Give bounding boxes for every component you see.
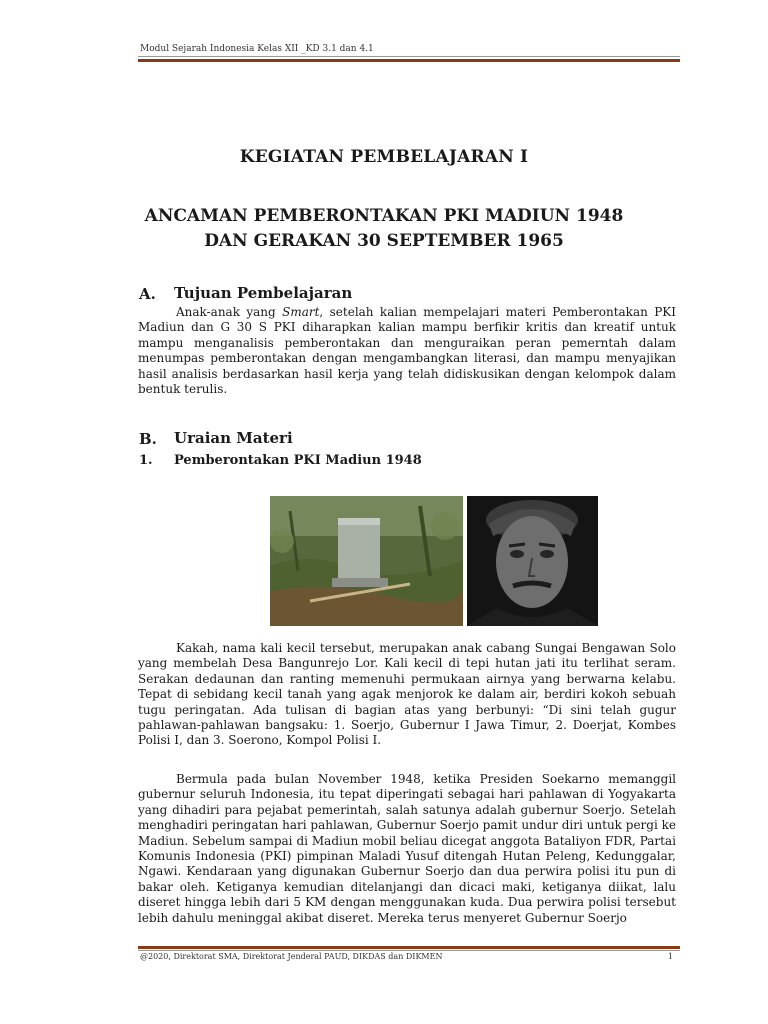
footer-text: @2020, Direktorat SMA, Direktorat Jenderal PAUD, DIKDAS dan DIKMEN — [140, 952, 443, 961]
paragraph-november-text: Bermula pada bulan November 1948, ketika Presiden Soekarno memanggil gubernur seluruh Indonesia, itu tepat diperingati sebagai hari pahlawan di Yogyakarta yang dihadiri para pejabat pemerintah, salah satunya adalah gubernur Soerjo. Setelah menghadiri peringatan hari pahlawan, Gubernur Soerjo pamit undur diri untuk pergi ke Madiun. Sebelum sampai di Madiun mobil beliau dicegat anggota Bataliyon FDR, Partai Komunis Indonesia (PKI) pimpinan Maladi Yusuf ditengah Hutan Peleng, Kedunggalar, Ngawi. Kendaraan yang digunakan Gubernur Soerjo dan dua perwira polisi itu pun di bakar oleh. Ketiganya kemudian ditelanjangi dan dicaci maki, ketiganya diikat, lalu diseret hingga lebih dari 5 KM dengan menggunakan kuda. Dua perwira polisi tersebut lebih dahulu meninggal akibat diseret. Mereka terus menyeret Gubernur Soerjo — [138, 772, 676, 925]
section-a-paragraph — [138, 305, 676, 397]
chapter-title-line2: DAN GERAKAN 30 SEPTEMBER 1965 — [204, 231, 564, 251]
paragraph-kakah — [138, 641, 676, 749]
chapter-title — [0, 204, 768, 254]
monument-photo-art — [270, 496, 463, 626]
portrait-photo-art — [467, 496, 598, 626]
monument-photo — [270, 496, 463, 626]
para-a-before: Anak-anak yang — [176, 305, 283, 319]
section-b-title: Uraian Materi — [174, 429, 293, 447]
portrait-photo — [467, 496, 598, 626]
para-a-after: , setelah kalian mempelajari materi Pemberontakan PKI Madiun dan G 30 S PKI diharapkan kalian mampu berfikir kritis dan kreatif untuk mampu menganalisis pemberontakan dan menguraikan peran pemerntah dalam menumpas pemberontakan dengan mengambangkan literasi, dan mampu menyajikan hasil analisis berdasarkan hasil kerja yang telah didiskusikan dengan kelompok dalam bentuk terulis. — [138, 305, 676, 397]
footer-rule — [138, 946, 680, 951]
photo-strip — [270, 496, 598, 626]
para-a-italic: Smart — [282, 305, 320, 319]
paragraph-kakah-text: Kakah, nama kali kecil tersebut, merupakan anak cabang Sungai Bengawan Solo yang membelah Desa Bangunrejo Lor. Kali kecil di tepi hutan jati itu terlihat seram. Serakan dedaunan dan ranting memenuhi permukaan airnya yang berwarna kelabu. Tepat di sebidang kecil tanah yang agak menjorok ke dalam air, berdiri kokoh sebuah tugu peringatan. Ada tulisan di bagian atas yang berbunyi: “Di sini telah gugur pahlawan-pahlawan bangsaku: 1. Soerjo, Gubernur I Jawa Timur, 2. Doerjat, Kombes Polisi I, dan 3. Soerono, Kompol Polisi I. — [138, 641, 676, 748]
subsection-title: Pemberontakan PKI Madiun 1948 — [174, 453, 422, 468]
paragraph-november — [138, 772, 676, 926]
header-text: Modul Sejarah Indonesia Kelas XII _KD 3.1 dan 4.1 — [140, 44, 374, 54]
header-rule — [138, 56, 680, 62]
section-b-letter: B. — [139, 430, 157, 448]
page-number: 1 — [668, 952, 674, 961]
page-title: KEGIATAN PEMBELAJARAN I — [239, 147, 529, 167]
subsection-number: 1. — [139, 453, 153, 468]
section-a-title: Tujuan Pembelajaran — [174, 284, 353, 302]
section-a-letter: A. — [139, 285, 156, 303]
chapter-title-line1: ANCAMAN PEMBERONTAKAN PKI MADIUN 1948 — [144, 206, 624, 226]
